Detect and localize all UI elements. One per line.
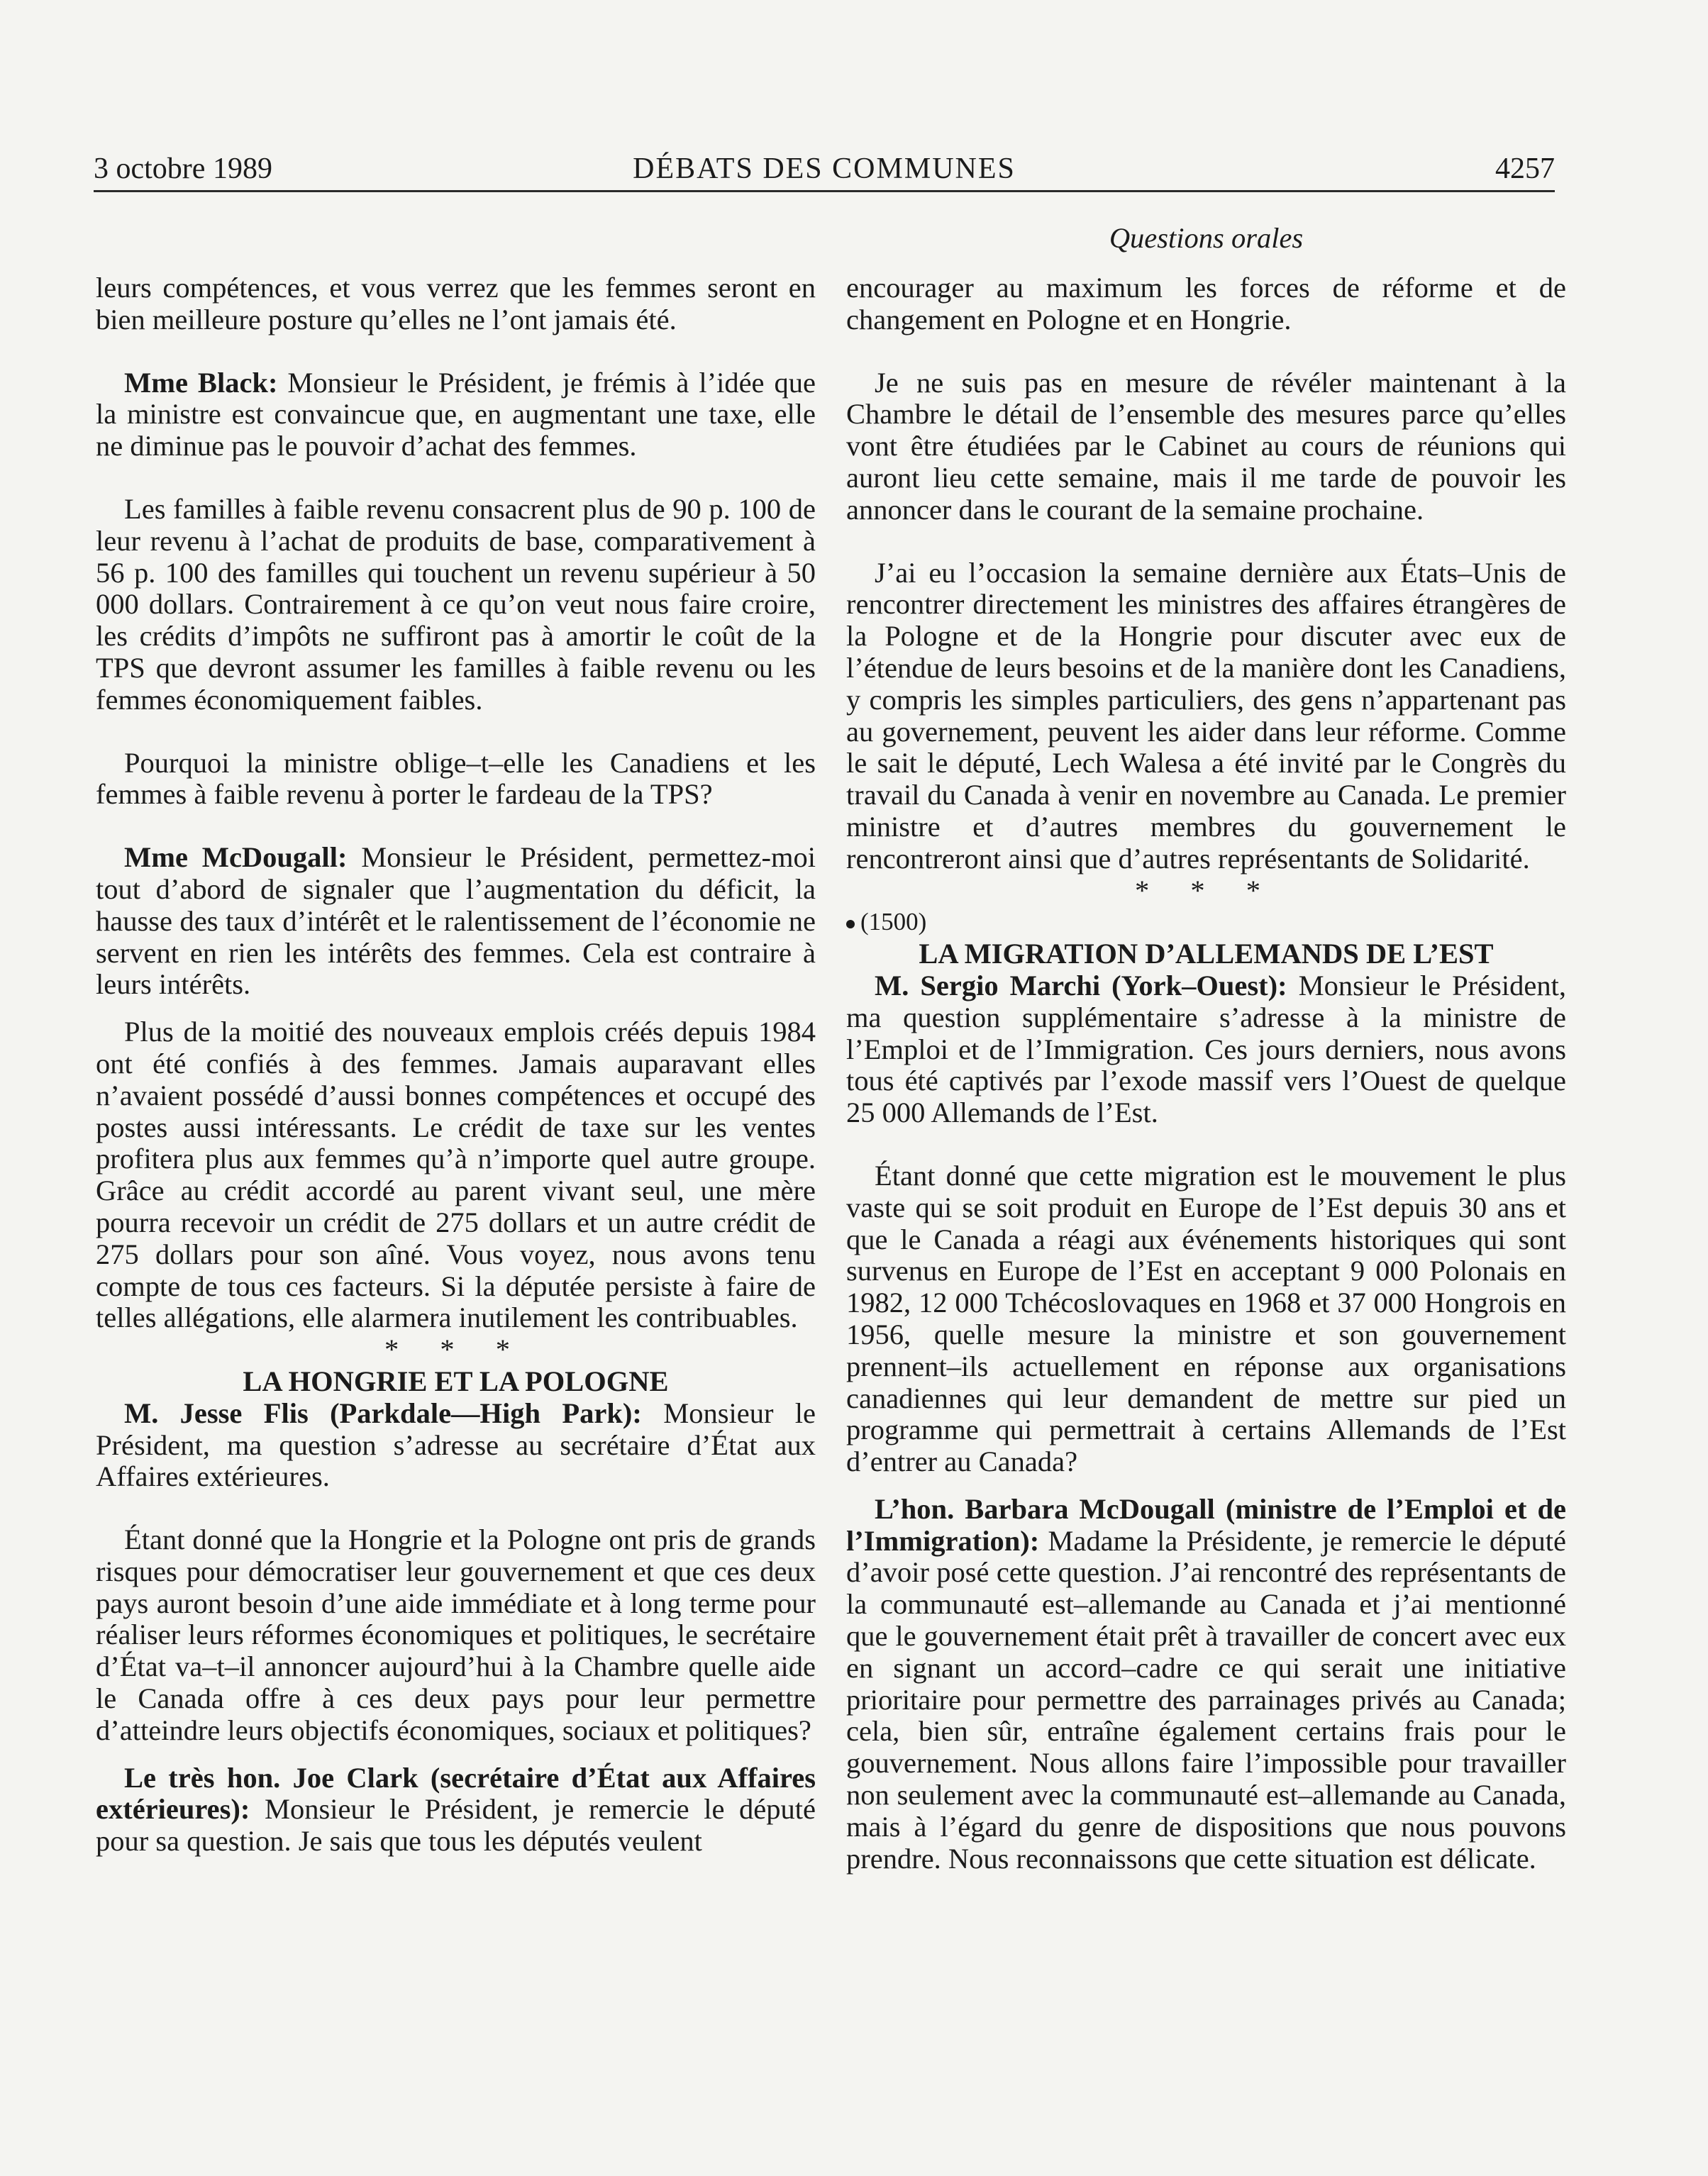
paragraph: leurs compétences, et vous verrez que les femmes seront en bien meilleure posture qu’elles ne l’ont jamais été. [96,272,816,335]
paragraph [96,1763,816,1858]
paragraph: Étant donné que la Hongrie et la Pologne ont pris de grands risques pour démocratiser leur gouvernement et que ces deux pays auront besoin d’une aide immédiate et à long terme pour réaliser leurs réformes économiques et politiques, le secrétaire d’État va–t–il annoncer aujourd’hui à la Chambre quelle aide le Canada offre à ces deux pays pour leur permettre d’atteindre leurs objectifs économiques, sociaux et politiques? [96,1523,816,1746]
paragraph [846,1494,1566,1875]
speaker-name: M. Jesse Flis (Parkdale—High Park): [124,1397,642,1429]
page-header [94,145,1555,192]
header-date: 3 octobre 1989 [94,152,272,185]
speech-text: Monsieur le Président, je remercie le député pour sa question. Je sais que tous les députés veulent [96,1793,816,1858]
paragraph: Les familles à faible revenu consacrent plus de 90 p. 100 de leur revenu à l’achat de produits de base, comparativement à 56 p. 100 des familles qui touchent un revenu supérieur à 50 000 dollars. Contrairement à ce qu’on veut nous faire croire, les crédits d’impôts ne suffiront pas à amortir le coût de la TPS que devront assumer les familles à faible revenu ou les femmes économiquement faibles. [96,492,816,716]
speech-text: Monsieur le Président, ma question s’adresse au secrétaire d’État aux Affaires extérieures. [96,1397,816,1493]
section-label: Questions orales [1109,222,1304,254]
section-heading: LA HONGRIE ET LA POLOGNE [243,1365,669,1397]
section-separator: * * * [384,1333,527,1366]
bullet-icon [846,920,855,928]
paragraph: Pourquoi la ministre oblige–t–elle les Canadiens et les femmes à faible revenu à porter le fardeau de la TPS? [96,746,816,811]
section-separator: * * * [1135,874,1277,906]
left-column [96,272,816,2060]
paragraph: encourager au maximum les forces de réforme et de changement en Pologne et en Hongrie. [846,272,1566,335]
speaker-name: L’hon. Barbara McDougall (ministre de l’Emploi et de l’Immigration): [846,1492,1566,1557]
speech-text: Monsieur le Président, permettez-moi tout d’abord de signaler que l’augmentation du déficit, la hausse des taux d’intérêt et le ralentissement de l’économie ne servent en rien les intérêts des femmes. Cela est contraire à leurs intérêts. [96,841,816,1001]
speaker-name: Mme Black: [124,366,278,399]
section-heading: LA MIGRATION D’ALLEMANDS DE L’EST [919,938,1494,970]
time-text: (1500) [860,908,927,936]
paragraph [846,970,1566,1129]
paragraph [96,367,816,462]
speaker-name: M. Sergio Marchi (York–Ouest): [875,969,1287,1001]
time-marker [846,906,1566,938]
paragraph: Plus de la moitié des nouveaux emplois créés depuis 1984 ont été confiés à des femmes. Jamais auparavant elles n’avaient possédé d’aussi bonnes compétences et occupé des postes aussi intéressants. Le crédit de taxe sur les ventes profitera plus aux femmes qu’à n’importe quel autre groupe. Grâce au crédit accordé au parent vivant seul, une mère pourra recevoir un crédit de 275 dollars et un autre crédit de 275 dollars pour son aîné. Vous voyez, nous avons tenu compte de tous ces facteurs. Si la députée persiste à faire de telles allégations, elle alarmera inutilement les contribuables. [96,1016,816,1334]
speaker-name: Le très hon. Joe Clark (secrétaire d’État aux Affaires extérieures): [96,1761,816,1826]
speaker-name: Mme McDougall: [124,841,348,874]
speech-text: Monsieur le Président, je frémis à l’idée que la ministre est convaincue que, en augmentant une taxe, elle ne diminue pas le pouvoir d’achat des femmes. [96,366,816,462]
paragraph [96,1398,816,1493]
right-column [846,272,1566,2060]
page-number: 4257 [1495,152,1555,185]
speech-text: Monsieur le Président, ma question supplémentaire s’adresse à la ministre de l’Emploi et de l’Immigration. Ces jours derniers, nous avons tous été captivés par l’exode massif vers l’Ouest de quelque 25 000 Allemands de l’Est. [846,969,1566,1129]
paragraph: Étant donné que cette migration est le mouvement le plus vaste qui se soit produit en Europe de l’Est depuis 30 ans et que le Canada a réagi aux événements historiques qui sont survenus en Europe de l’Est en acceptant 9 000 Polonais en 1982, 12 000 Tchécoslovaques en 1968 et 37 000 Hongrois en 1956, quelle mesure la ministre et son gouvernement prennent–ils actuellement en réponse aux organisations canadiennes qui leur demandent de mettre sur pied un programme qui permettrait à certains Allemands de l’Est d’entrer au Canada? [846,1159,1566,1478]
paragraph [96,842,816,1001]
paragraph: J’ai eu l’occasion la semaine dernière aux États–Unis de rencontrer directement les ministres des affaires étrangères de la Pologne et de la Hongrie pour discuter avec eux de l’étendue de leurs besoins et de la manière dont les Canadiens, y compris les simples particuliers, des gens n’appartenant pas au governement, peuvent les aider dans leur réforme. Comme le sait le député, Lech Walesa a été invité par le Congrès du travail du Canada à venir en novembre au Canada. Le premier ministre et d’autres membres du gouvernement le rencontreront ainsi que d’autres représentants de Solidarité. [846,556,1566,875]
speech-text: Madame la Présidente, je remercie le député d’avoir posé cette question. J’ai rencontré des représentants de la communauté est–allemande au Canada et j’ai mentionné que le gouvernement était prêt à travailler de concert avec eux en signant un accord–cadre ce qui serait une initiative prioritaire pour permettre des parrainages privés au Canada; cela, bien sûr, entraîne également certains frais pour le gouvernement. Nous allons faire l’impossible pour travailler non seulement avec la communauté est–allemande au Canada, mais à l’égard du genre de dispositions que nous pouvons prendre. Nous reconnaissons que cette situation est délicate. [846,1524,1566,1875]
header-title: DÉBATS DES COMMUNES [633,152,1016,185]
paragraph: Je ne suis pas en mesure de révéler maintenant à la Chambre le détail de l’ensemble des mesures parce qu’elles vont être étudiées par le Cabinet au cours de réunions qui auront lieu cette semaine, mais il me tarde de pouvoir les annoncer dans le courant de la semaine prochaine. [846,366,1566,526]
